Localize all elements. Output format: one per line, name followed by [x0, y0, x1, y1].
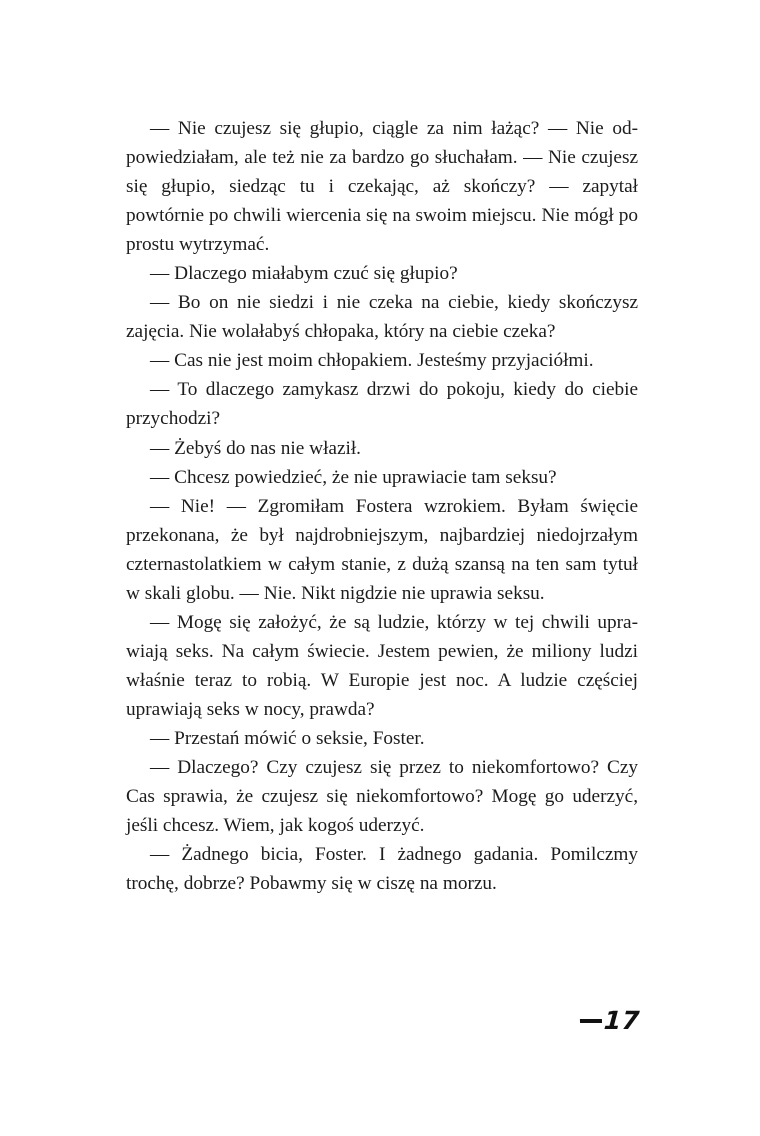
paragraph: — Cas nie jest moim chłopakiem. Jesteśmy przyjaciółmi.: [150, 350, 594, 372]
paragraph: — Nie! — Zgromiłam Fostera wzrokiem. Byłam święcie przekonana, że był najdrobniejszym, najbardziej niedojrzałym czternastolatkiem w całym stanie, z dużą szansą na ten sam tytuł w skali globu. — Nie. Nikt nigdzie nie uprawia seksu.: [126, 495, 638, 604]
paragraph: — Żebyś do nas nie właził.: [150, 437, 361, 459]
body-text-block: [126, 114, 638, 898]
page-number: 17: [603, 1006, 642, 1035]
paragraph: — Nie czujesz się głupio, ciągle za nim łażąc? — Nie odpowiedziałam, ale też nie za bardzo go słuchałam. — Nie czujesz się głupio, siedząc tu i czekając, aż skończy? — zapytał powtórnie po chwili wiercenia się na swoim miejscu. Nie mógł po prostu wytrzymać.: [126, 118, 638, 256]
page-number-folio: [0, 1006, 760, 1035]
paragraph: — Mogę się założyć, że są ludzie, którzy w tej chwili uprawiają seks. Na całym świecie. Jestem pewien, że miliony ludzi właśnie teraz to robią. W Europie jest noc. A ludzie częściej uprawiają seks w nocy, prawda?: [126, 611, 638, 720]
paragraph: — Dlaczego? Czy czujesz się przez to niekomfortowo? Czy Cas sprawia, że czujesz się niekomfortowo? Mogę go uderzyć, jeśli chcesz. Wiem, jak kogoś uderzyć.: [126, 757, 638, 837]
paragraph: — Przestań mówić o seksie, Foster.: [150, 727, 425, 749]
paragraph: — To dlaczego zamykasz drzwi do pokoju, kiedy do ciebie przychodzi?: [126, 379, 638, 430]
paragraph: — Dlaczego miałabym czuć się głupio?: [150, 263, 458, 285]
paragraph: — Chcesz powiedzieć, że nie uprawiacie tam seksu?: [150, 466, 557, 488]
paragraph: — Bo on nie siedzi i nie czeka na ciebie, kiedy skończysz zajęcia. Nie wolałabyś chłopaka, który na ciebie czeka?: [126, 292, 638, 343]
folio-dash-icon: [580, 1019, 602, 1023]
folio-inner: [579, 1006, 641, 1035]
paragraph: — Żadnego bicia, Foster. I żadnego gadania. Pomilczmy trochę, dobrze? Pobawmy się w ciszę na morzu.: [126, 844, 638, 895]
